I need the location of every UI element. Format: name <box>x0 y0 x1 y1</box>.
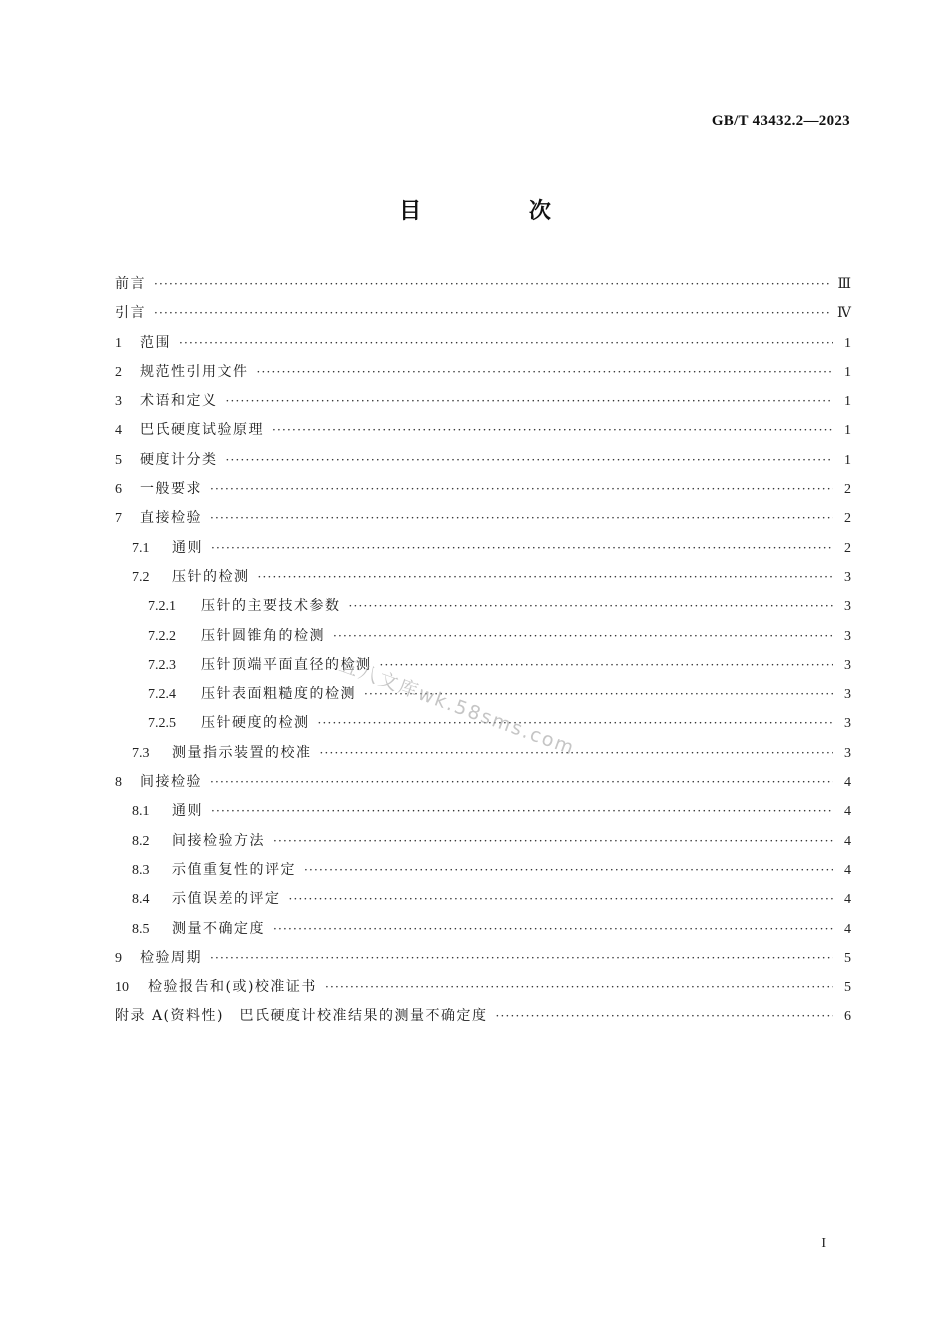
toc-leader-dots <box>289 885 834 914</box>
toc-leader-dots <box>333 622 833 651</box>
toc-entry[interactable] <box>115 504 851 533</box>
toc-entry-number: 2 <box>115 364 122 380</box>
toc-entry-number: 7.1 <box>132 540 150 556</box>
toc-entry-page: 4 <box>844 921 851 937</box>
toc-leader-dots <box>210 504 833 533</box>
toc-entry[interactable] <box>115 416 851 445</box>
toc-entry[interactable] <box>115 944 851 973</box>
toc-entry[interactable] <box>115 446 851 475</box>
toc-entry-number: 8 <box>115 775 122 791</box>
toc-entry[interactable] <box>115 1002 851 1031</box>
toc-leader-dots <box>226 387 834 416</box>
page-number: I <box>821 1236 826 1251</box>
toc-entry[interactable] <box>115 856 851 885</box>
toc-entry[interactable] <box>115 534 851 563</box>
toc-entry-page: 3 <box>844 745 851 761</box>
toc-entry-title: 示值重复性的评定 <box>172 861 296 878</box>
toc-entry-page: 4 <box>844 833 851 849</box>
toc-entry-page: 2 <box>844 511 851 527</box>
table-of-contents <box>115 270 851 1032</box>
toc-entry-page: 1 <box>844 364 851 380</box>
toc-entry-title: 术语和定义 <box>140 393 218 410</box>
toc-entry-number: 7.2.1 <box>148 599 176 615</box>
toc-entry-number: 9 <box>115 950 122 966</box>
toc-entry-number: 7.2.3 <box>148 657 176 673</box>
toc-entry-number: 7.2.4 <box>148 687 176 703</box>
toc-entry[interactable] <box>115 768 851 797</box>
toc-entry-title: 一般要求 <box>140 481 202 498</box>
toc-entry-number: 5 <box>115 452 122 468</box>
toc-entry-page: 1 <box>844 423 851 439</box>
toc-entry-number: 6 <box>115 482 122 498</box>
toc-leader-dots <box>210 768 833 797</box>
toc-entry-number: 7 <box>115 511 122 527</box>
toc-entry[interactable] <box>115 915 851 944</box>
toc-entry[interactable] <box>115 299 851 328</box>
toc-entry-number: 7.2 <box>132 569 150 585</box>
toc-entry-number: 7.2.2 <box>148 628 176 644</box>
toc-entry-page: 1 <box>844 335 851 351</box>
toc-entry-number: 8.3 <box>132 862 150 878</box>
toc-entry-title: 前言 <box>115 276 146 292</box>
toc-entry-page: Ⅲ <box>837 277 851 292</box>
toc-entry-title: 测量不确定度 <box>172 920 265 937</box>
toc-entry-page: 3 <box>844 628 851 644</box>
toc-entry-page: 2 <box>844 540 851 556</box>
toc-entry-title: 检验周期 <box>140 949 202 966</box>
toc-leader-dots <box>349 592 834 621</box>
toc-leader-dots <box>210 944 833 973</box>
toc-entry-title: 压针顶端平面直径的检测 <box>201 656 372 673</box>
toc-entry-title: 附录 A(资料性) 巴氏硬度计校准结果的测量不确定度 <box>115 1008 488 1025</box>
toc-entry[interactable] <box>115 622 851 651</box>
toc-entry[interactable] <box>115 797 851 826</box>
toc-leader-dots <box>495 1002 833 1031</box>
toc-entry-title: 压针圆锥角的检测 <box>201 627 325 644</box>
toc-entry-title: 间接检验方法 <box>172 832 265 849</box>
toc-entry-title: 测量指示装置的校准 <box>172 744 312 761</box>
toc-entry-number: 1 <box>115 335 122 351</box>
toc-entry-page: 3 <box>844 716 851 732</box>
toc-leader-dots <box>154 299 831 328</box>
toc-entry-title: 间接检验 <box>140 774 202 791</box>
toc-entry-title: 压针硬度的检测 <box>201 715 310 732</box>
toc-leader-dots <box>154 270 831 299</box>
toc-entry-number: 3 <box>115 394 122 410</box>
toc-entry-number: 4 <box>115 423 122 439</box>
toc-entry[interactable] <box>115 592 851 621</box>
toc-entry-page: 4 <box>844 892 851 908</box>
page-title: 目 次 <box>399 199 601 224</box>
toc-entry-page: 6 <box>844 1009 851 1025</box>
standard-code: GB/T 43432.2—2023 <box>711 113 850 129</box>
toc-entry-title: 硬度计分类 <box>140 451 218 468</box>
toc-leader-dots <box>211 797 833 826</box>
toc-entry-page: 5 <box>844 950 851 966</box>
toc-leader-dots <box>304 856 833 885</box>
toc-entry[interactable] <box>115 270 851 299</box>
toc-entry-page: 4 <box>844 804 851 820</box>
toc-entry-number: 8.5 <box>132 921 150 937</box>
toc-entry-title: 通则 <box>172 539 203 556</box>
toc-leader-dots <box>211 534 833 563</box>
toc-entry-page: 1 <box>844 452 851 468</box>
toc-entry-page: 4 <box>844 862 851 878</box>
toc-entry-title: 示值误差的评定 <box>172 891 281 908</box>
toc-entry[interactable] <box>115 739 851 768</box>
toc-entry-number: 10 <box>115 980 129 996</box>
toc-leader-dots <box>257 358 834 387</box>
toc-entry-number: 8.2 <box>132 833 150 849</box>
toc-entry[interactable] <box>115 827 851 856</box>
toc-leader-dots <box>258 563 834 592</box>
toc-entry-title: 压针的主要技术参数 <box>201 598 341 615</box>
toc-entry-page: 5 <box>844 980 851 996</box>
toc-entry[interactable] <box>115 885 851 914</box>
toc-leader-dots <box>380 651 834 680</box>
toc-entry-title: 压针的检测 <box>172 568 250 585</box>
toc-entry[interactable] <box>115 475 851 504</box>
toc-entry-page: 1 <box>844 394 851 410</box>
toc-entry-title: 通则 <box>172 803 203 820</box>
toc-leader-dots <box>272 416 833 445</box>
toc-entry-title: 范围 <box>140 334 171 351</box>
toc-leader-dots <box>179 329 833 358</box>
toc-entry[interactable] <box>115 329 851 358</box>
toc-entry-number: 7.2.5 <box>148 716 176 732</box>
toc-entry-title: 压针表面粗糙度的检测 <box>201 686 356 703</box>
toc-entry-number: 7.3 <box>132 745 150 761</box>
toc-entry-page: 3 <box>844 599 851 615</box>
toc-entry[interactable] <box>115 563 851 592</box>
toc-entry-page: Ⅳ <box>837 306 851 322</box>
toc-leader-dots <box>325 973 833 1002</box>
toc-entry-number: 8.1 <box>132 804 150 820</box>
toc-leader-dots <box>210 475 833 504</box>
toc-entry[interactable] <box>115 651 851 680</box>
toc-leader-dots <box>273 827 833 856</box>
toc-entry[interactable] <box>115 358 851 387</box>
toc-leader-dots <box>273 915 833 944</box>
toc-entry-page: 3 <box>844 687 851 703</box>
toc-entry[interactable] <box>115 973 851 1002</box>
toc-entry-title: 巴氏硬度试验原理 <box>140 422 264 439</box>
watermark: 五八文库wk.58sms.com <box>336 653 579 760</box>
toc-leader-dots <box>226 446 834 475</box>
toc-entry-title: 检验报告和(或)校准证书 <box>148 979 317 996</box>
toc-entry-page: 2 <box>844 482 851 498</box>
toc-entry-page: 3 <box>844 657 851 673</box>
toc-entry[interactable] <box>115 387 851 416</box>
toc-entry-page: 4 <box>844 775 851 791</box>
toc-entry-title: 直接检验 <box>140 510 202 527</box>
toc-entry-title: 规范性引用文件 <box>140 363 249 380</box>
toc-entry-title: 引言 <box>115 305 146 322</box>
toc-entry-number: 8.4 <box>132 892 150 908</box>
toc-entry-page: 3 <box>844 569 851 585</box>
